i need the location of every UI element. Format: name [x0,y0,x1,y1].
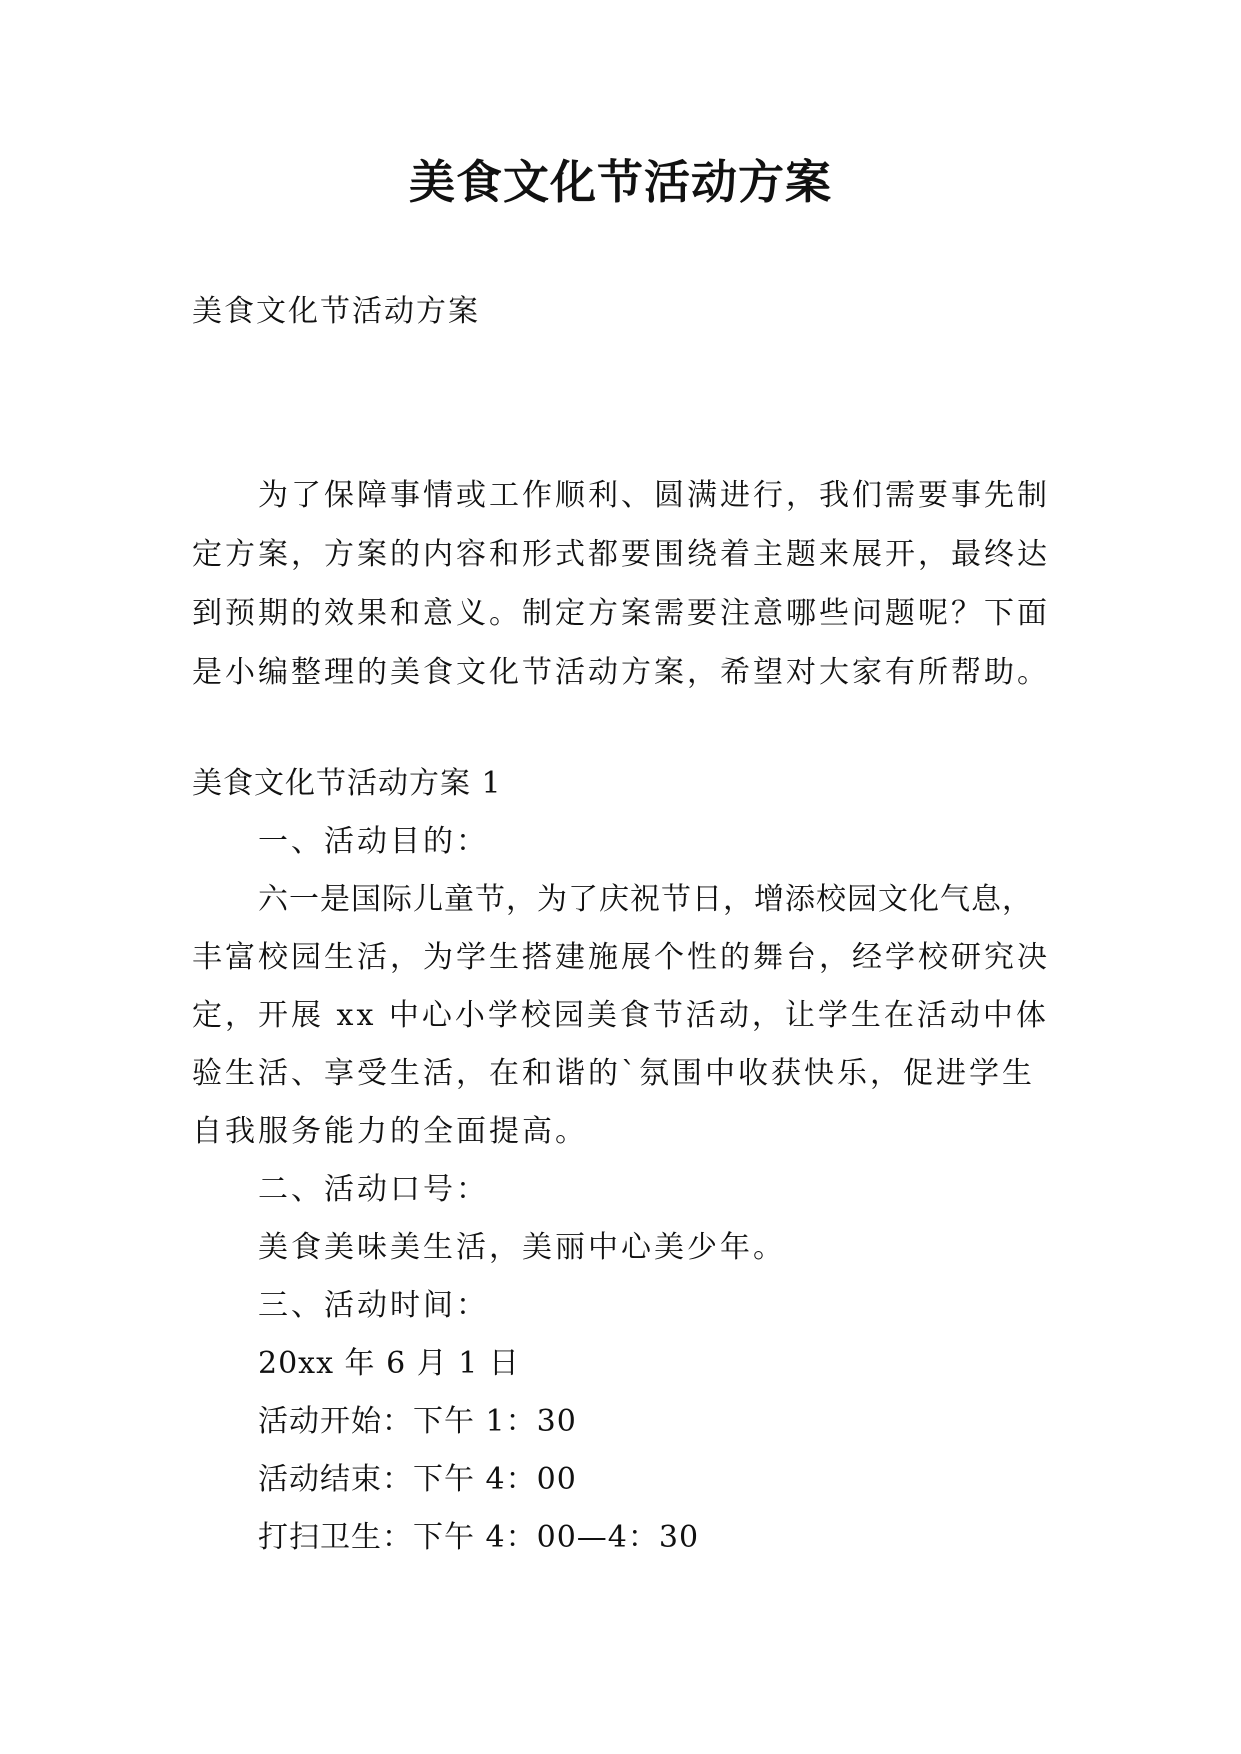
plan-section [192,755,1072,1567]
purpose-heading: 一、活动目的： [258,824,489,859]
intro-line: 是小编整理的美食文化节活动方案，希望对大家有所帮助。 [192,655,1050,690]
purpose-line: 六一是国际儿童节，为了庆祝节日，增添校园文化气息， [258,882,1033,917]
cleanup-time-text: 打扫卫生：下午 4：00—4：30 [258,1520,700,1555]
purpose-line: 验生活、享受生活，在和谐的`氛围中收获快乐，促进学生 [192,1056,1035,1091]
purpose-line: 自我服务能力的全面提高。 [192,1114,588,1149]
intro-line: 为了保障事情或工作顺利、圆满进行，我们需要事先制 [258,478,1050,513]
slogan-text: 美食美味美生活，美丽中心美少年。 [258,1230,786,1265]
purpose-line: 丰富校园生活，为学生搭建施展个性的舞台，经学校研究决 [192,940,1050,975]
date-text: 20xx 年 6 月 1 日 [258,1346,520,1381]
slogan-heading: 二、活动口号： [258,1172,489,1207]
end-time-text: 活动结束：下午 4：00 [258,1462,577,1497]
section-heading: 美食文化节活动方案 1 [192,766,502,801]
document-title: 美食文化节活动方案 [409,155,832,209]
intro-paragraph [192,466,1072,702]
document-subtitle: 美食文化节活动方案 [192,294,480,329]
time-heading: 三、活动时间： [258,1288,489,1323]
intro-line: 定方案，方案的内容和形式都要围绕着主题来展开，最终达 [192,537,1050,572]
purpose-line: 定，开展 xx 中心小学校园美食节活动，让学生在活动中体 [192,998,1049,1033]
intro-line: 到预期的效果和意义。制定方案需要注意哪些问题呢？下面 [192,596,1050,631]
start-time-text: 活动开始：下午 1：30 [258,1404,577,1439]
